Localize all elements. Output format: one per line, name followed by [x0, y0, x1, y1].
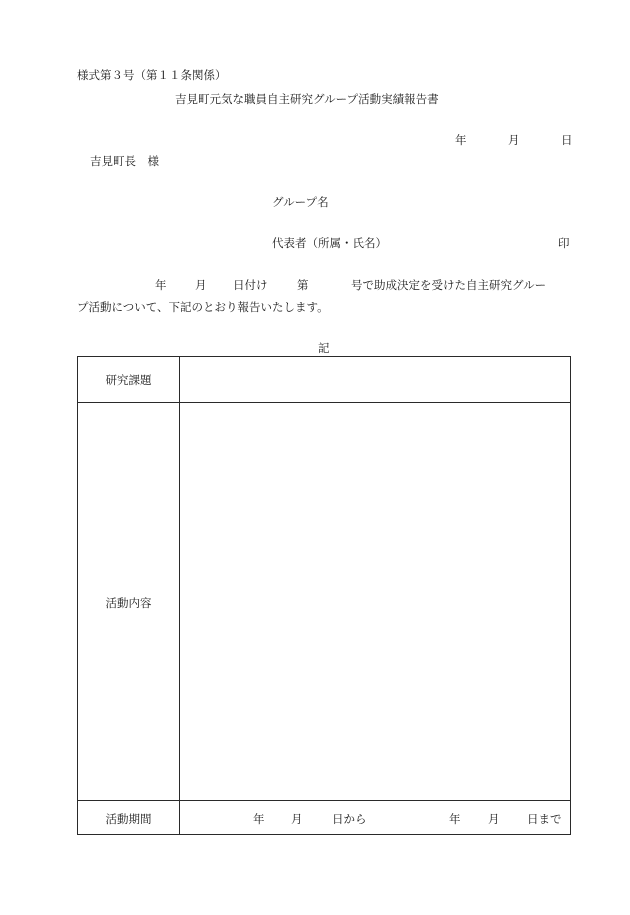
research-topic-label: 研究課題: [105, 373, 152, 387]
period-from-month: 月: [291, 812, 303, 826]
period-to-month: 月: [488, 812, 500, 826]
table-column-divider: [179, 357, 180, 834]
period-from-day: 日から: [332, 812, 367, 826]
document-title: 吉見町元気な職員自主研究グループ活動実績報告書: [175, 92, 439, 106]
addressee: 吉見町長 様: [90, 154, 159, 168]
activity-content-label: 活動内容: [105, 596, 152, 610]
body-dai: 第: [297, 278, 309, 292]
period-to-year: 年: [449, 812, 461, 826]
period-from-year: 年: [253, 812, 265, 826]
report-table: [77, 356, 571, 835]
body-month: 月: [195, 278, 207, 292]
group-name-label: グループ名: [272, 195, 329, 209]
period-to-day: 日まで: [527, 812, 562, 826]
date-day: 日: [561, 133, 573, 147]
body-day-dated: 日付け: [233, 278, 268, 292]
ki-heading: 記: [318, 341, 330, 355]
representative-label: 代表者（所属・氏名）: [272, 236, 387, 250]
form-number: 様式第３号（第１１条関係）: [77, 68, 227, 82]
date-month: 月: [508, 133, 520, 147]
table-row-divider: [78, 402, 570, 403]
body-line1-rest: 号で助成決定を受けた自主研究グルー: [351, 278, 547, 292]
activity-period-label: 活動期間: [105, 812, 152, 826]
body-line2: プ活動について、下記のとおり報告いたします。: [77, 300, 329, 314]
body-year: 年: [155, 278, 167, 292]
date-year: 年: [455, 133, 467, 147]
seal-mark: 印: [558, 236, 570, 250]
table-row-divider: [78, 800, 570, 801]
